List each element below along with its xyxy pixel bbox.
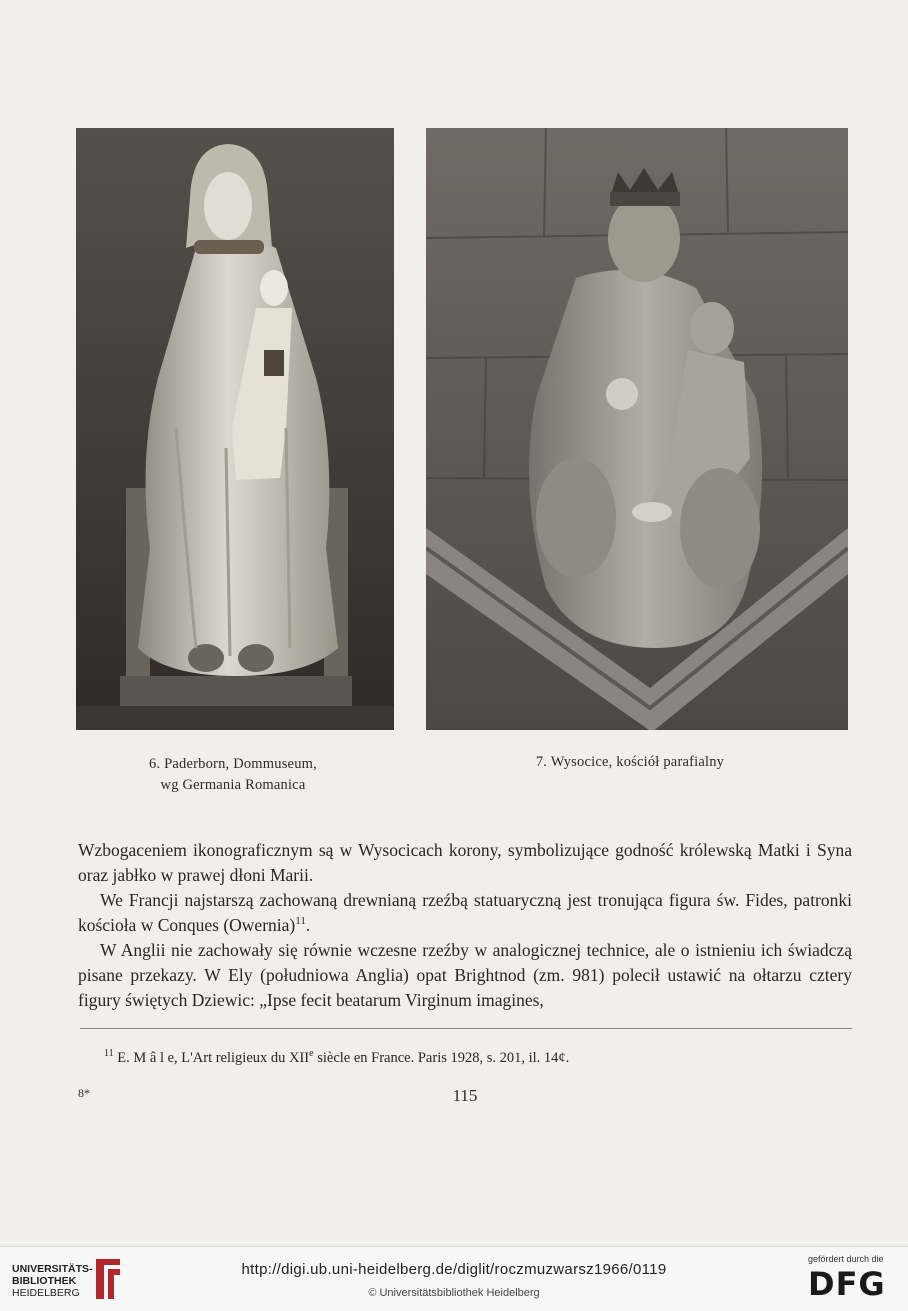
paragraph-1: Wzbogaceniem ikonograficznym są w Wysocicach korony, symbolizujące godność królewską Matki i Syna oraz jabłko w prawej dłoni Marii. <box>78 840 852 885</box>
figure-7-photo <box>426 128 848 730</box>
footnote-11 <box>104 1044 804 1068</box>
footnote-author: E. M â l e, <box>117 1049 178 1066</box>
figure-6-caption-line1: 6. Paderborn, Dommuseum, <box>149 756 317 772</box>
copyright-notice: © Universitätsbibliothek Heidelberg <box>368 1287 540 1299</box>
footnote-title-b: siècle en France. Paris 1928, s. 201, il. 14¢. <box>317 1049 570 1066</box>
figure-7-caption-line1: 7. Wysocice, kościół parafialny <box>535 754 725 770</box>
madonna-paderborn-image <box>76 128 394 730</box>
viewer-footer <box>0 1246 908 1311</box>
page-number: 115 <box>452 1086 478 1105</box>
library-name-line3: HEIDELBERG <box>12 1287 80 1299</box>
footnote-divider <box>80 1028 852 1029</box>
library-name-line2: BIBLIOTHEK <box>12 1275 77 1287</box>
sponsor-text: gefördert durch die <box>808 1254 884 1264</box>
body-text <box>78 838 852 1013</box>
paragraph-3: W Anglii nie zachowały się równie wczesne rzeźby w analogicznej technice, ale o istnieniu ich świadczą pisane przekazy. W Ely (południowa Anglia) opat Brightnod (zm. 981) polecił ustawić na ołtarzu cztery figury świętych Dziewic: „Ipse fecit beatarum Virginum imagines, <box>78 940 852 1010</box>
paragraph-2-end: . <box>305 915 311 935</box>
figure-6-caption <box>100 754 366 796</box>
library-name-line1: UNIVERSITÄTS- <box>12 1263 93 1275</box>
printer-signature: 8* <box>78 1086 90 1100</box>
figure-6-caption-line2: wg Germania Romanica <box>160 777 306 793</box>
dfg-logo[interactable]: DFG <box>808 1265 886 1303</box>
footnote-ref-11[interactable]: 11 <box>295 915 306 928</box>
figure-6-photo <box>76 128 394 730</box>
permalink-url[interactable]: http://digi.ub.uni-heidelberg.de/diglit/roczmuzwarsz1966/0119 <box>241 1261 667 1278</box>
footnote-title-a: L'Art religieux du XII <box>181 1049 310 1066</box>
madonna-wysocice-image <box>426 128 848 730</box>
footnote-title-sup: e <box>309 1048 314 1059</box>
figure-7-caption <box>470 752 790 773</box>
paragraph-2 <box>78 888 852 938</box>
paragraph-2-text: We Francji najstarszą zachowaną drewnianą rzeźbą statuaryczną jest tronująca figura św. Fides, patronki kościoła w Conques (Owernia) <box>78 890 852 935</box>
footnote-number: 11 <box>104 1048 114 1059</box>
